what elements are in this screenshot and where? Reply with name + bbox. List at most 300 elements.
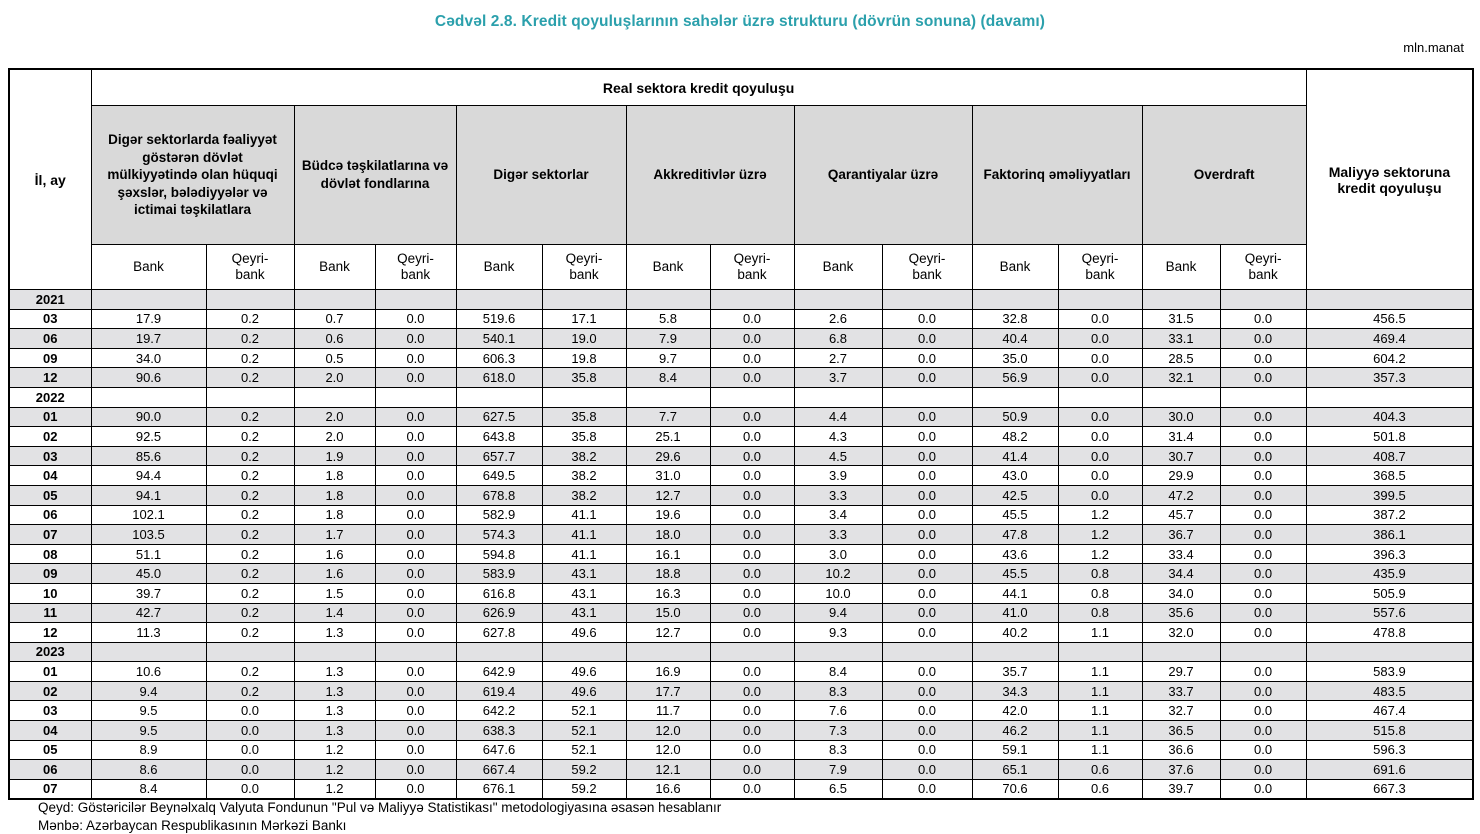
- subheader-bank: Bank: [794, 245, 882, 290]
- month-cell: 09: [9, 564, 91, 584]
- value-cell: 43.0: [972, 466, 1058, 486]
- value-cell: 0.0: [1220, 368, 1306, 388]
- value-cell: 1.1: [1058, 721, 1142, 741]
- value-cell: 3.0: [794, 544, 882, 564]
- value-cell: 4.5: [794, 446, 882, 466]
- year-row: [9, 387, 1473, 407]
- value-cell: 0.2: [206, 329, 294, 349]
- empty-cell: [542, 387, 626, 407]
- value-cell: 0.0: [882, 779, 972, 799]
- value-cell: 0.0: [1220, 466, 1306, 486]
- value-cell: 1.3: [294, 681, 375, 701]
- value-cell: 638.3: [456, 721, 542, 741]
- value-cell: 47.8: [972, 525, 1058, 545]
- value-cell: 34.4: [1142, 564, 1220, 584]
- group-header: Faktorinq əməliyyatları: [972, 106, 1142, 245]
- empty-cell: [710, 387, 794, 407]
- value-cell: 0.0: [375, 466, 456, 486]
- value-cell: 11.3: [91, 623, 206, 643]
- value-cell: 0.0: [1220, 760, 1306, 780]
- value-cell: 42.0: [972, 701, 1058, 721]
- value-cell: 0.0: [1220, 623, 1306, 643]
- empty-cell: [1142, 290, 1220, 310]
- value-cell: 0.2: [206, 348, 294, 368]
- value-cell: 0.0: [882, 466, 972, 486]
- value-cell: 36.7: [1142, 525, 1220, 545]
- empty-cell: [972, 290, 1058, 310]
- value-cell: 43.6: [972, 544, 1058, 564]
- value-cell: 41.1: [542, 505, 626, 525]
- value-cell: 594.8: [456, 544, 542, 564]
- value-cell: 9.7: [626, 348, 710, 368]
- value-cell: 7.9: [794, 760, 882, 780]
- value-cell: 540.1: [456, 329, 542, 349]
- value-cell: 0.0: [1058, 427, 1142, 447]
- value-cell: 94.1: [91, 485, 206, 505]
- value-cell: 9.3: [794, 623, 882, 643]
- value-cell: 34.3: [972, 681, 1058, 701]
- value-cell: 8.9: [91, 740, 206, 760]
- group-header: Akkreditivlər üzrə: [626, 106, 794, 245]
- empty-cell: [206, 642, 294, 662]
- empty-cell: [542, 290, 626, 310]
- value-cell: 0.2: [206, 603, 294, 623]
- value-cell: 0.6: [294, 329, 375, 349]
- empty-cell: [91, 290, 206, 310]
- value-cell: 35.6: [1142, 603, 1220, 623]
- value-cell: 35.8: [542, 407, 626, 427]
- empty-cell: [91, 642, 206, 662]
- value-cell: 1.3: [294, 662, 375, 682]
- value-cell: 0.0: [206, 740, 294, 760]
- value-cell: 19.0: [542, 329, 626, 349]
- group-header: Overdraft: [1142, 106, 1306, 245]
- value-cell: 0.0: [1058, 466, 1142, 486]
- year-row: [9, 642, 1473, 662]
- value-cell: 49.6: [542, 681, 626, 701]
- value-cell: 0.2: [206, 309, 294, 329]
- value-cell: 90.0: [91, 407, 206, 427]
- value-cell: 387.2: [1306, 505, 1473, 525]
- data-row: [9, 525, 1473, 545]
- month-cell: 12: [9, 623, 91, 643]
- data-row: [9, 760, 1473, 780]
- value-cell: 0.0: [375, 485, 456, 505]
- value-cell: 3.7: [794, 368, 882, 388]
- value-cell: 1.3: [294, 721, 375, 741]
- month-cell: 05: [9, 485, 91, 505]
- value-cell: 616.8: [456, 583, 542, 603]
- value-cell: 0.0: [882, 564, 972, 584]
- value-cell: 12.0: [626, 740, 710, 760]
- month-cell: 10: [9, 583, 91, 603]
- value-cell: 1.3: [294, 623, 375, 643]
- table-header: [9, 69, 1473, 290]
- year-month-header: İl, ay: [9, 69, 91, 290]
- data-row: [9, 485, 1473, 505]
- value-cell: 1.8: [294, 485, 375, 505]
- value-cell: 0.0: [1220, 309, 1306, 329]
- value-cell: 0.0: [1220, 427, 1306, 447]
- data-row: [9, 721, 1473, 741]
- value-cell: 1.1: [1058, 681, 1142, 701]
- value-cell: 0.0: [1220, 348, 1306, 368]
- empty-cell: [882, 387, 972, 407]
- value-cell: 0.0: [375, 446, 456, 466]
- value-cell: 1.8: [294, 505, 375, 525]
- value-cell: 643.8: [456, 427, 542, 447]
- value-cell: 7.7: [626, 407, 710, 427]
- value-cell: 6.5: [794, 779, 882, 799]
- value-cell: 12.7: [626, 623, 710, 643]
- value-cell: 478.8: [1306, 623, 1473, 643]
- month-cell: 12: [9, 368, 91, 388]
- data-row: [9, 564, 1473, 584]
- value-cell: 11.7: [626, 701, 710, 721]
- value-cell: 0.0: [710, 760, 794, 780]
- value-cell: 1.2: [1058, 505, 1142, 525]
- month-cell: 06: [9, 505, 91, 525]
- value-cell: 647.6: [456, 740, 542, 760]
- month-cell: 04: [9, 466, 91, 486]
- value-cell: 32.1: [1142, 368, 1220, 388]
- value-cell: 46.2: [972, 721, 1058, 741]
- value-cell: 0.2: [206, 368, 294, 388]
- value-cell: 0.0: [710, 348, 794, 368]
- value-cell: 0.6: [1058, 760, 1142, 780]
- value-cell: 1.1: [1058, 701, 1142, 721]
- value-cell: 0.0: [710, 721, 794, 741]
- value-cell: 41.4: [972, 446, 1058, 466]
- value-cell: 1.1: [1058, 623, 1142, 643]
- value-cell: 505.9: [1306, 583, 1473, 603]
- subheader-qeyri-bank: Qeyri- bank: [375, 245, 456, 290]
- value-cell: 48.2: [972, 427, 1058, 447]
- value-cell: 0.0: [882, 427, 972, 447]
- data-row: [9, 368, 1473, 388]
- value-cell: 42.7: [91, 603, 206, 623]
- value-cell: 1.6: [294, 544, 375, 564]
- value-cell: 32.8: [972, 309, 1058, 329]
- data-row: [9, 466, 1473, 486]
- value-cell: 408.7: [1306, 446, 1473, 466]
- subheader-bank: Bank: [972, 245, 1058, 290]
- value-cell: 0.0: [710, 681, 794, 701]
- empty-cell: [1306, 290, 1473, 310]
- value-cell: 7.3: [794, 721, 882, 741]
- empty-cell: [1142, 642, 1220, 662]
- value-cell: 0.0: [375, 760, 456, 780]
- value-cell: 3.3: [794, 485, 882, 505]
- value-cell: 28.5: [1142, 348, 1220, 368]
- value-cell: 676.1: [456, 779, 542, 799]
- value-cell: 85.6: [91, 446, 206, 466]
- month-cell: 07: [9, 779, 91, 799]
- data-row: [9, 446, 1473, 466]
- data-row: [9, 427, 1473, 447]
- value-cell: 18.8: [626, 564, 710, 584]
- month-cell: 11: [9, 603, 91, 623]
- value-cell: 626.9: [456, 603, 542, 623]
- value-cell: 0.0: [206, 760, 294, 780]
- value-cell: 9.5: [91, 701, 206, 721]
- value-cell: 0.0: [710, 544, 794, 564]
- value-cell: 501.8: [1306, 427, 1473, 447]
- empty-cell: [972, 387, 1058, 407]
- value-cell: 0.2: [206, 623, 294, 643]
- value-cell: 667.3: [1306, 779, 1473, 799]
- subheader-qeyri-bank: Qeyri- bank: [1058, 245, 1142, 290]
- value-cell: 70.6: [972, 779, 1058, 799]
- value-cell: 33.7: [1142, 681, 1220, 701]
- month-cell: 03: [9, 701, 91, 721]
- empty-cell: [1142, 387, 1220, 407]
- value-cell: 4.3: [794, 427, 882, 447]
- value-cell: 596.3: [1306, 740, 1473, 760]
- value-cell: 435.9: [1306, 564, 1473, 584]
- group-header-row: [9, 106, 1473, 245]
- value-cell: 0.0: [375, 623, 456, 643]
- value-cell: 41.0: [972, 603, 1058, 623]
- value-cell: 1.2: [294, 740, 375, 760]
- value-cell: 43.1: [542, 583, 626, 603]
- value-cell: 404.3: [1306, 407, 1473, 427]
- value-cell: 604.2: [1306, 348, 1473, 368]
- value-cell: 357.3: [1306, 368, 1473, 388]
- value-cell: 0.0: [882, 721, 972, 741]
- value-cell: 0.0: [710, 407, 794, 427]
- value-cell: 3.9: [794, 466, 882, 486]
- value-cell: 0.0: [710, 701, 794, 721]
- year-row: [9, 290, 1473, 310]
- value-cell: 5.8: [626, 309, 710, 329]
- empty-cell: [456, 290, 542, 310]
- empty-cell: [294, 290, 375, 310]
- value-cell: 0.0: [710, 583, 794, 603]
- value-cell: 0.0: [375, 603, 456, 623]
- value-cell: 0.8: [1058, 564, 1142, 584]
- empty-cell: [972, 642, 1058, 662]
- empty-cell: [91, 387, 206, 407]
- value-cell: 0.0: [375, 721, 456, 741]
- value-cell: 0.6: [1058, 779, 1142, 799]
- value-cell: 1.7: [294, 525, 375, 545]
- value-cell: 52.1: [542, 721, 626, 741]
- value-cell: 7.9: [626, 329, 710, 349]
- value-cell: 0.0: [1058, 368, 1142, 388]
- year-cell: 2022: [9, 387, 91, 407]
- value-cell: 52.1: [542, 701, 626, 721]
- value-cell: 642.2: [456, 701, 542, 721]
- value-cell: 0.0: [1058, 407, 1142, 427]
- month-cell: 09: [9, 348, 91, 368]
- value-cell: 649.5: [456, 466, 542, 486]
- value-cell: 15.0: [626, 603, 710, 623]
- value-cell: 0.0: [710, 779, 794, 799]
- value-cell: 8.4: [626, 368, 710, 388]
- value-cell: 0.0: [1220, 564, 1306, 584]
- value-cell: 103.5: [91, 525, 206, 545]
- value-cell: 0.8: [1058, 583, 1142, 603]
- value-cell: 37.6: [1142, 760, 1220, 780]
- value-cell: 10.0: [794, 583, 882, 603]
- value-cell: 1.9: [294, 446, 375, 466]
- value-cell: 94.4: [91, 466, 206, 486]
- subheader-bank: Bank: [91, 245, 206, 290]
- empty-cell: [1306, 642, 1473, 662]
- value-cell: 16.9: [626, 662, 710, 682]
- value-cell: 469.4: [1306, 329, 1473, 349]
- value-cell: 2.0: [294, 407, 375, 427]
- value-cell: 0.0: [710, 603, 794, 623]
- data-row: [9, 309, 1473, 329]
- value-cell: 0.0: [1220, 721, 1306, 741]
- value-cell: 47.2: [1142, 485, 1220, 505]
- subheader-qeyri-bank: Qeyri- bank: [542, 245, 626, 290]
- value-cell: 0.0: [710, 740, 794, 760]
- value-cell: 0.0: [882, 368, 972, 388]
- empty-cell: [1058, 642, 1142, 662]
- value-cell: 0.0: [375, 329, 456, 349]
- value-cell: 9.4: [91, 681, 206, 701]
- value-cell: 8.4: [91, 779, 206, 799]
- value-cell: 0.0: [375, 701, 456, 721]
- value-cell: 1.5: [294, 583, 375, 603]
- value-cell: 0.0: [375, 348, 456, 368]
- value-cell: 10.6: [91, 662, 206, 682]
- footnote-source: Mənbə: Azərbaycan Respublikasının Mərkəzi Bankı: [38, 817, 347, 833]
- value-cell: 8.6: [91, 760, 206, 780]
- value-cell: 1.2: [1058, 525, 1142, 545]
- value-cell: 0.0: [710, 623, 794, 643]
- table-body: [9, 290, 1473, 799]
- value-cell: 0.0: [882, 583, 972, 603]
- value-cell: 45.7: [1142, 505, 1220, 525]
- value-cell: 627.5: [456, 407, 542, 427]
- value-cell: 0.0: [882, 760, 972, 780]
- value-cell: 0.0: [1058, 309, 1142, 329]
- subheader-qeyri-bank: Qeyri- bank: [206, 245, 294, 290]
- month-cell: 01: [9, 407, 91, 427]
- value-cell: 1.1: [1058, 662, 1142, 682]
- empty-cell: [294, 642, 375, 662]
- value-cell: 642.9: [456, 662, 542, 682]
- value-cell: 0.0: [1220, 662, 1306, 682]
- value-cell: 0.0: [710, 309, 794, 329]
- data-row: [9, 348, 1473, 368]
- empty-cell: [710, 642, 794, 662]
- value-cell: 368.5: [1306, 466, 1473, 486]
- empty-cell: [794, 290, 882, 310]
- value-cell: 0.0: [1220, 701, 1306, 721]
- value-cell: 0.0: [1220, 407, 1306, 427]
- value-cell: 0.2: [206, 544, 294, 564]
- value-cell: 50.9: [972, 407, 1058, 427]
- value-cell: 582.9: [456, 505, 542, 525]
- value-cell: 0.0: [882, 701, 972, 721]
- month-cell: 04: [9, 721, 91, 741]
- value-cell: 0.0: [882, 485, 972, 505]
- value-cell: 3.4: [794, 505, 882, 525]
- value-cell: 36.5: [1142, 721, 1220, 741]
- data-row: [9, 779, 1473, 799]
- value-cell: 45.5: [972, 564, 1058, 584]
- value-cell: 0.2: [206, 662, 294, 682]
- value-cell: 0.0: [710, 485, 794, 505]
- empty-cell: [794, 387, 882, 407]
- value-cell: 6.8: [794, 329, 882, 349]
- empty-cell: [206, 290, 294, 310]
- value-cell: 92.5: [91, 427, 206, 447]
- value-cell: 8.4: [794, 662, 882, 682]
- value-cell: 17.1: [542, 309, 626, 329]
- data-row: [9, 740, 1473, 760]
- value-cell: 0.7: [294, 309, 375, 329]
- financial-sector-header: Maliyyə sektoruna kredit qoyuluşu: [1306, 69, 1473, 290]
- value-cell: 45.0: [91, 564, 206, 584]
- value-cell: 0.0: [1058, 446, 1142, 466]
- value-cell: 29.9: [1142, 466, 1220, 486]
- data-row: [9, 662, 1473, 682]
- value-cell: 40.4: [972, 329, 1058, 349]
- value-cell: 16.1: [626, 544, 710, 564]
- value-cell: 49.6: [542, 623, 626, 643]
- value-cell: 583.9: [456, 564, 542, 584]
- value-cell: 33.4: [1142, 544, 1220, 564]
- year-cell: 2021: [9, 290, 91, 310]
- real-sector-super-header: Real sektora kredit qoyuluşu: [91, 69, 1306, 106]
- value-cell: 0.0: [882, 740, 972, 760]
- value-cell: 0.0: [206, 721, 294, 741]
- value-cell: 29.6: [626, 446, 710, 466]
- value-cell: 31.5: [1142, 309, 1220, 329]
- data-row: [9, 603, 1473, 623]
- empty-cell: [1220, 387, 1306, 407]
- value-cell: 7.6: [794, 701, 882, 721]
- super-header-row: [9, 69, 1473, 106]
- group-header: Digər sektorlarda fəaliyyət göstərən dövlət mülkiyyətində olan hüquqi şəxslər, bələdiyyələr və ictimai təşkilatlara: [91, 106, 294, 245]
- value-cell: 691.6: [1306, 760, 1473, 780]
- value-cell: 0.0: [710, 525, 794, 545]
- value-cell: 0.0: [375, 368, 456, 388]
- month-cell: 02: [9, 427, 91, 447]
- value-cell: 0.0: [1220, 740, 1306, 760]
- value-cell: 0.2: [206, 446, 294, 466]
- month-cell: 07: [9, 525, 91, 545]
- value-cell: 33.1: [1142, 329, 1220, 349]
- value-cell: 0.2: [206, 427, 294, 447]
- empty-cell: [542, 642, 626, 662]
- value-cell: 0.0: [375, 740, 456, 760]
- month-cell: 02: [9, 681, 91, 701]
- unit-label: mln.manat: [1403, 40, 1464, 55]
- value-cell: 12.1: [626, 760, 710, 780]
- value-cell: 0.0: [1220, 603, 1306, 623]
- value-cell: 667.4: [456, 760, 542, 780]
- value-cell: 0.0: [375, 309, 456, 329]
- group-header: Büdcə təşkilatlarına və dövlət fondlarına: [294, 106, 456, 245]
- value-cell: 10.2: [794, 564, 882, 584]
- value-cell: 0.0: [882, 446, 972, 466]
- value-cell: 38.2: [542, 466, 626, 486]
- value-cell: 0.0: [710, 427, 794, 447]
- value-cell: 0.0: [1220, 544, 1306, 564]
- value-cell: 49.6: [542, 662, 626, 682]
- subheader-qeyri-bank: Qeyri- bank: [882, 245, 972, 290]
- value-cell: 30.7: [1142, 446, 1220, 466]
- value-cell: 0.5: [294, 348, 375, 368]
- value-cell: 0.0: [1220, 779, 1306, 799]
